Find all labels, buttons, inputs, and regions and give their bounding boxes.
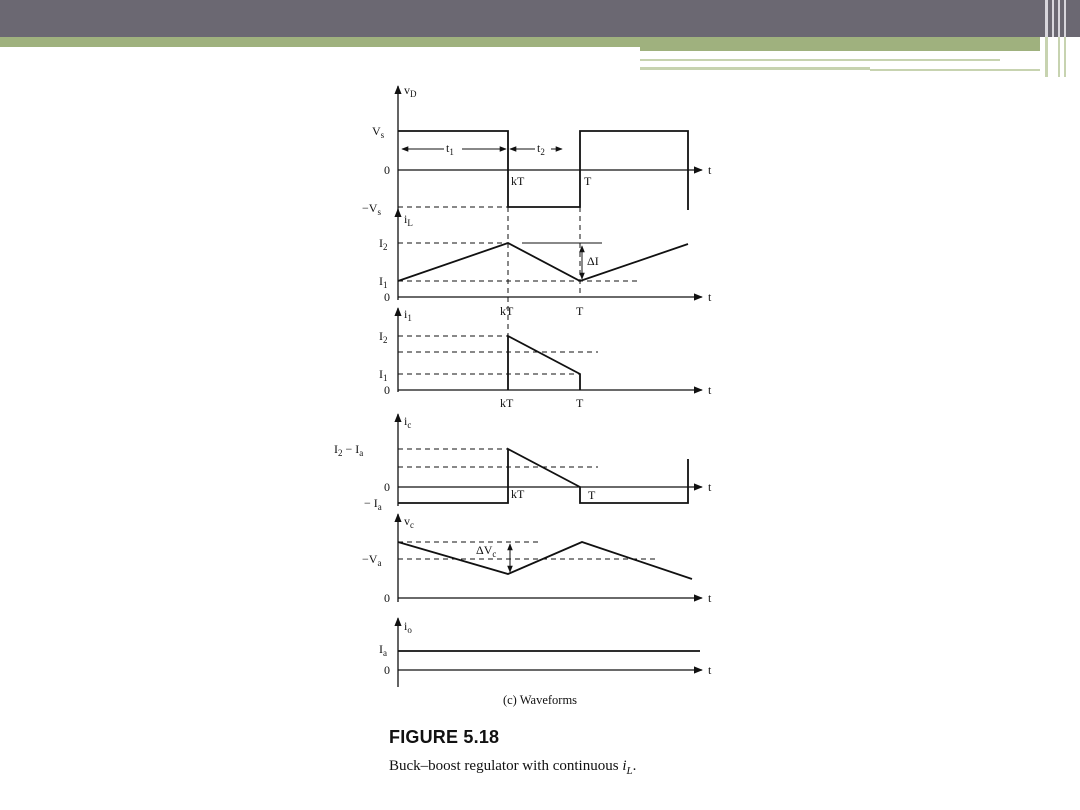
ic-y-label: $i_c$	[404, 414, 412, 430]
i1-tick-i1: $I_1$	[379, 367, 388, 383]
il-kt-label: kT	[500, 304, 514, 318]
t2-label: $t_2$	[537, 141, 545, 157]
vd-tick-neg-vs: $-V_s$	[362, 201, 381, 217]
io-tick-ia: $I_a$	[379, 642, 387, 658]
caption-var-sub: L	[626, 765, 633, 777]
i1-tick-zero: 0	[384, 383, 390, 397]
ic-t-label: T	[588, 488, 596, 502]
il-y-label: $i_L$	[404, 212, 413, 228]
vd-tick-zero: 0	[384, 163, 390, 177]
vd-kt-label: kT	[511, 174, 525, 188]
i1-kt-label: kT	[500, 396, 514, 410]
panel-vd	[362, 83, 712, 377]
il-t-label: T	[576, 304, 584, 318]
slide-header-bar	[0, 0, 1080, 37]
panel-io	[379, 618, 712, 687]
vd-t-label: T	[584, 174, 592, 188]
ic-tick-neg: − $I_a$	[364, 496, 382, 512]
vc-axis-t-label: t	[708, 591, 712, 605]
figure-caption	[389, 727, 809, 777]
caption-period: .	[632, 758, 637, 774]
t1-label: $t_1$	[446, 141, 454, 157]
il-tick-i2: $I_2$	[379, 236, 388, 252]
io-tick-zero: 0	[384, 663, 390, 677]
il-tick-i1: $I_1$	[379, 274, 388, 290]
vc-tick-zero: 0	[384, 591, 390, 605]
panel-i1	[379, 307, 712, 410]
vc-tick-va: $-V_a$	[362, 552, 382, 568]
io-y-label: $i_o$	[404, 619, 412, 635]
caption-text-main: Buck–boost regulator with continuous	[389, 758, 623, 774]
panel-il	[379, 209, 712, 318]
vd-y-label: $v_D$	[404, 83, 417, 99]
i1-axis-t-label: t	[708, 383, 712, 397]
panel-vc	[362, 514, 712, 605]
i1-y-label: $i_1$	[404, 307, 412, 323]
slide-accent-stripes	[0, 37, 1080, 51]
panel-ic	[334, 414, 712, 512]
ic-tick-top: $I_2 - I_a$	[334, 442, 364, 458]
accent-stripes-graphic	[0, 37, 1080, 77]
header-bar-graphic	[0, 0, 1080, 37]
vd-tick-vs: $V_s$	[372, 124, 385, 140]
waveform-figure	[330, 82, 750, 718]
i1-waveform	[508, 336, 580, 390]
caption-title: FIGURE 5.18	[389, 727, 500, 747]
ic-tick-zero: 0	[384, 480, 390, 494]
vc-y-label: $v_c$	[404, 514, 414, 530]
ic-kt-label: kT	[511, 487, 525, 501]
figure-subtitle: (c) Waveforms	[502, 693, 578, 707]
vc-waveform	[398, 542, 692, 579]
vd-axis-t-label: t	[708, 163, 712, 177]
i1-t-label: T	[576, 396, 584, 410]
ic-axis-t-label: t	[708, 480, 712, 494]
il-tick-zero: 0	[384, 290, 390, 304]
caption-var: i	[622, 758, 627, 774]
ic-waveform	[398, 449, 688, 503]
caption-text	[389, 758, 809, 777]
il-axis-t-label: t	[708, 290, 712, 304]
i1-tick-i2: $I_2$	[379, 329, 388, 345]
vc-delta-label: $\Delta V_c$	[476, 543, 497, 559]
il-delta-label: ΔI	[587, 254, 599, 268]
il-waveform	[398, 243, 688, 281]
io-axis-t-label: t	[708, 663, 712, 677]
